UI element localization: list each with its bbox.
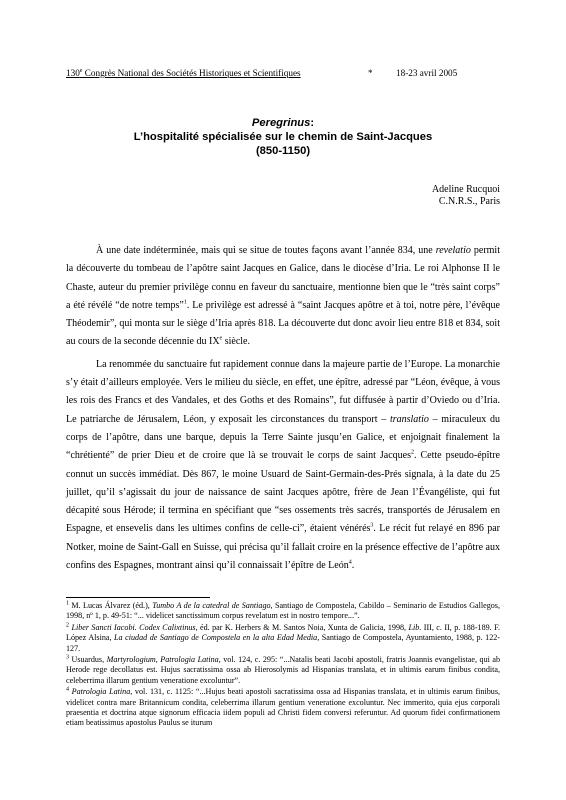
title-line-2: L’hospitalité spécialisée sur le chemin de Saint-Jacques [133, 131, 433, 143]
paragraph-2: La renommée du sanctuaire fut rapidement connue dans la majeure partie de l’Europe. La monarchie s’y était d’ailleurs employée. Vers le milieu du siècle, en effet, une épître, adressé par “Léon, évêque, à vous les rois des Francs et des Vandales, et des Goths et des Romains”, fut diffusée à partir d’Oviedo ou d’Iria. Le patriarche de Jérusalem, Léon, y exposait les circonstances du transport – translatio – miraculeux du corps de l’apôtre, dans une barque, depuis la Terre Sainte jusqu’en Galice, et enjoignait finalement la “chrétienté” de prier Dieu et de croire que là se trouvait le corps de saint Jacques$^2$. Cette pseudo-épître connut un succès immédiat. Dès 867, le moine Usuard de Saint-Germain-des-Prés signala, à la date du 25 juillet, qu’il s’agissait du jour de naissance de saint Jacques apôtre, frère de Jean l’Évangéliste, qui fut décapité sous Hérode; il termina en spécifiant que “ses ossements très sacrés, transportés de Jérusalem en Espagne, et ensevelis dans les ultimes confins de celle-ci”, étaient vénérés$^3$. Le récit fut relayé en 896 par Notker, moine de Saint-Gall en Suisse, qui précisa qu’il fallait croire en la présence effective de l’apôtre aux confins des Espagnes, montrant ainsi qu’il connaissait l’épître de León$^4$. [66, 358, 500, 572]
article-title [0, 116, 566, 158]
footnote-ref-2: 2 [411, 449, 415, 456]
title-line-1: Peregrinus: [251, 117, 315, 129]
footnote-4: $^4$ Patrologia Latina, vol. 131, c. 1125: “...Hujus beati apostoli sacratissima ossa ad Hispanias translata, et in ultimis earum finibus, videlicet contra mare Britannicum condita, celeberrima illarum gentium veneratione excoluntur. Nec immerito, quia ejus corporali praesentia et doctrina atque signorum efficacia iidem populi ad Christi fidem conversi referuntur. Ad quorum fidei confirmationem etiam beatissimus apostolus Paulus se iturum [66, 686, 500, 728]
author-affiliation: C.N.R.S., Paris [438, 196, 500, 207]
footnote-2: $^2$ Liber Sancti Iacobi. Codex Calixtinus, éd. par K. Herbers & M. Santos Noia, Xunta de Galicia, 1998, Lib. III, c. II, p. 188-189. F. López Alsina, La ciudad de Santiago de Compostela en la alta Edad Media, Santiago de Compostela, Ayuntamiento, 1988, p. 122-127. [66, 622, 500, 653]
footnote-ref-3: 3 [370, 523, 374, 530]
footnote-3: $^3$ Usuardus, Martyrologium, Patrologia Latina, vol. 124, c. 295: “...Natalis beati Jacobi apostoli, fratris Joannis evangelistae, qui ab Herode rege decollatus est. Hujus sacratissima ossa ab Hierosolymis ad Hispanias translata, et in ultimis earum finibus condita, celeberrima illarum gentium veneratione excoluntur”. [66, 654, 501, 685]
conference-title: 130e Congrès National des Sociétés Historiques et Scientifiques [66, 67, 301, 78]
author-block [432, 184, 500, 208]
footnotes [66, 601, 500, 729]
footnote-divider [66, 597, 210, 598]
author-name: Adeline Rucquoi [431, 184, 500, 195]
header-separator: * [368, 68, 373, 78]
conference-dates: 18-23 avril 2005 [396, 68, 458, 78]
paragraph-1: À une date indéterminée, mais qui se situe de toutes façons avant l’année 834, une revelatio permit la découverte du tombeau de l’apôtre saint Jacques en Galice, dans le diocèse d’Iria. Le roi Alphonse II le Chaste, auteur du premier privilège connu en faveur du sanctuaire, mentionne bien que le “très saint corps” a été révélé “de notre temps”$^1$. Le privilège est adressé à “saint Jacques apôtre et à toi, notre père, l’évêque Théodemir”, qui monta sur le siège d’Iria après 818. La découverte dut donc avoir lieu entre 818 et 834, soit au cours de la seconde décennie du IXe siècle. [66, 245, 500, 348]
body-text [66, 242, 500, 575]
title-line-3: (850-1150) [255, 145, 311, 157]
footnote-ref-4: 4 [348, 559, 352, 566]
footnote-ref-1: 1 [183, 299, 187, 306]
footnote-1: $^1$ M. Lucas Álvarez (éd.), Tumbo A de la catedral de Santiago, Santiago de Compostela, Cabildo – Seminario de Estudios Gallegos, 1998, nº 1, p. 49-51: “... videlicet sanctissimum corpus revelatum est in nostro tempore...”. [66, 600, 500, 621]
